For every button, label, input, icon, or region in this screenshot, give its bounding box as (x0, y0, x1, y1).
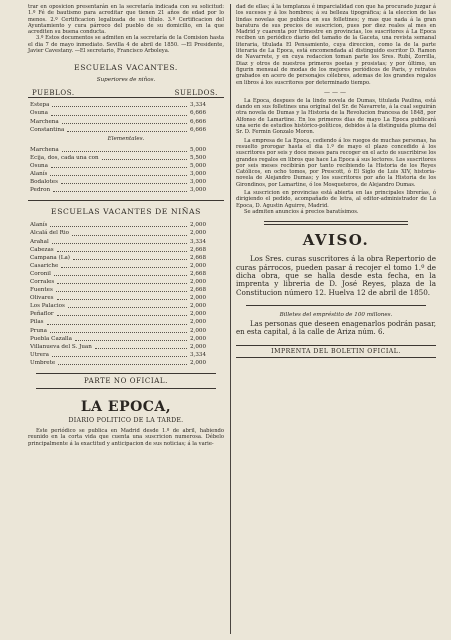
town-name: Pedron (30, 187, 51, 194)
town-name: Marchena (30, 146, 59, 153)
town-name: Alanís (30, 171, 48, 178)
elementales-subheading: Elementales. (107, 135, 145, 142)
leader-dots (102, 154, 187, 160)
leader-dots (57, 246, 187, 252)
town-name: Cabezas (30, 246, 54, 253)
table-row (28, 286, 224, 294)
aviso-text: Los Sres. curas suscritores á la obra Repertorio de curas párrocos, pueden pasar á recojer el tomo 1.º de dicha obra, que se halla desde esta fecha, en la imprenta y libreria de D. José Reyes, plaza de la Constitucion número 12. Huelva 12 de abril de 1850. (236, 254, 436, 297)
right-column (236, 4, 436, 358)
leader-dots (57, 310, 187, 316)
salary-value: 2,000 (189, 295, 206, 302)
town-name: Osuna (30, 110, 48, 117)
table-row (28, 146, 224, 154)
leader-dots (62, 146, 187, 152)
table-row (28, 118, 224, 126)
billetes-heading: Billetes del empréstito de 100 millones. (279, 312, 393, 319)
town-name: Fuentes (30, 287, 53, 294)
leader-dots (47, 318, 187, 324)
salary-value: 3,000 (189, 187, 206, 194)
right-paragraph-1: dad de ellas; á la templanza é imparcialidad con que ha procurado juzgar á los sucesos y á los hombres; á su belleza tipográfica; á la eleccion de las lindas novelas que publica en sus folletines; y mas que nada á la gran baratura de sus precios de suscricion, pues por diez reales al mes en Madrid y cuarenta por trimestre en provincias, los suscritores á La Epoca reciben un periódico diario del tamaño de la Gaceta, una revista semanal literaria, titulada El Pensamiento, cuya direccion, como la de la parte literaria de La Epoca, está encomendada al distinguido escritor D. Ramon de Navarrete, y en cuya redaccion toman parte los Sres. Rubí, Zorrilla, Diaz y otros de nuestros primeros poetas y prosistas; y por último, un figurin mensual de modas de los mejores periódicos de Paris, y retratos grabados en acero de personajes célebres, ademas de los grandes regalos en libros á los suscritores por determinado tiempo. (236, 4, 436, 86)
table-row (28, 254, 224, 262)
salary-value: 6,666 (189, 118, 206, 125)
salary-value: 2,000 (189, 335, 206, 342)
salary-value: 2,000 (189, 222, 206, 229)
salary-value: 3,334 (189, 351, 206, 358)
table-row (28, 246, 224, 254)
la-epoca-title: LA EPOCA, (80, 399, 172, 415)
leader-dots (62, 118, 187, 124)
superiores-subheading: Superiores de niños. (96, 77, 156, 84)
town-name: Arahal (30, 238, 49, 245)
salary-value: 3,334 (189, 238, 206, 245)
leader-dots (57, 278, 187, 284)
table-row (28, 270, 224, 278)
table-row (28, 178, 224, 186)
right-paragraph-3: La empresa de La Epoca, cediendo á los ruegos de muchas personas, ha resuelto prorogar hasta el dia 1.º de mayo el plazo concedido á los suscritores por seis y doce meses para recoger en el acto de suscribirse los grandes regalos en libros que hace La Epoca á sus lectores. Los suscritores por seis meses recibirán por tanto recibiendo la Historia de los Reyes Católicos, en ocho tomos, por Prescott, ó El Siglo de Luis XIV, historia-novela de Alejandro Dumas; y los suscritores por año la Historia de los Girondinos, por Lamartine, ó los Mosqueteros, de Alejandro Dumas. (236, 137, 436, 188)
section-rule-2 (246, 305, 426, 306)
aviso-heading: AVISO. (302, 231, 370, 250)
town-name: Villanueva del S. Juan (30, 343, 92, 350)
salary-value: 2,000 (189, 311, 206, 318)
ninas-heading: ESCUELAS VACANTES DE NIÑAS (51, 207, 201, 217)
salary-value: 2,668 (189, 246, 206, 253)
table-row (28, 109, 224, 117)
salary-value: 2,668 (189, 254, 206, 261)
town-name: Corrales (30, 278, 55, 285)
epoca-paragraph: Este periódico se publica en Madrid desde 1.º de abril, habiendo reunido en la corta vida que cuenta una suscricion numerosa. Débelo principalmente á la exactitud y anticipacion de sus noticias; á la varie- (28, 428, 224, 447)
table-row (28, 162, 224, 170)
table-row (28, 101, 224, 109)
table-row (28, 310, 224, 318)
salary-value: 5,500 (189, 154, 206, 161)
salary-value: 2,668 (189, 270, 206, 277)
diario-subtitle: DIARIO POLITICO DE LA TARDE. (68, 417, 184, 424)
salary-value: 2,000 (189, 262, 206, 269)
leader-dots (52, 238, 187, 244)
salary-value: 2,000 (189, 319, 206, 326)
table-row (28, 154, 224, 162)
leader-dots (61, 262, 187, 268)
town-name: Constantina (30, 126, 65, 133)
town-name: Marchena (30, 118, 59, 125)
town-name: Coronil (30, 270, 51, 277)
pueblos-column-header: PUEBLOS. (32, 89, 75, 98)
leader-dots (57, 294, 187, 300)
left-column (28, 4, 224, 447)
right-paragraph-2: La Epoca, despues de la lindo novela de Dumas, titulada Paulina, está dando en sus folletines una original del Sr. de Navarrete, á la cual seguirán otra novela de Dumas y la Historia de la Revolucion francesa de 1848, por Alfonso de Lamartine. En los primeros dias de mayo La Epoca publicará una serie de estudios histórico-políticos, debidos á la distinguida pluma del Sr. D. Fermin Gonzalo Moron. (236, 97, 436, 136)
parte-no-oficial-heading: PARTE NO OFICIAL. (36, 373, 216, 389)
leader-dots (52, 351, 187, 357)
leader-dots (51, 162, 187, 168)
table-row (28, 238, 224, 246)
divider-ornament: ——— (324, 88, 348, 96)
table-row (28, 359, 224, 367)
leader-dots (72, 229, 187, 235)
town-name: Estepa (30, 102, 50, 109)
town-name: Puebla Cazalla (30, 335, 72, 342)
imprenta-footer: IMPRENTA DEL BOLETIN OFICIAL. (236, 345, 436, 358)
salary-value: 3,000 (189, 171, 206, 178)
town-name: Osuna (30, 162, 48, 169)
table-row (28, 343, 224, 351)
town-name: Campana (La) (30, 254, 70, 261)
leader-dots (68, 302, 187, 308)
town-name: Utrera (30, 351, 49, 358)
leader-dots (67, 126, 187, 132)
ninas-table (28, 221, 224, 367)
table-row (28, 335, 224, 343)
salary-value: 3,000 (189, 179, 206, 186)
town-name: Peñaflor (30, 311, 54, 318)
leader-dots (51, 109, 187, 115)
town-name: Pilas (30, 319, 44, 326)
column-divider (230, 4, 231, 634)
personas-text: Las personas que deseen enagenarlos podrán pasar, en esta capital, á la calle de Ariza núm. 6. (236, 320, 436, 337)
salary-value: 3,334 (189, 102, 206, 109)
double-rule (264, 221, 408, 225)
table-row (28, 126, 224, 134)
table-header (28, 87, 224, 98)
town-name: Casariche (30, 262, 59, 269)
town-name: Los Palacios (30, 303, 65, 310)
town-name: Alcalá del Rio (30, 230, 70, 237)
salary-value: 5,000 (189, 146, 206, 153)
salary-value: 2,000 (189, 359, 206, 366)
leader-dots (61, 178, 187, 184)
table-row (28, 302, 224, 310)
town-name: Pruna (30, 327, 47, 334)
leader-dots (58, 359, 187, 365)
town-name: Alanís (30, 222, 48, 229)
table-row (28, 221, 224, 229)
escuelas-vacantes-heading: ESCUELAS VACANTES. (74, 63, 178, 73)
leader-dots (54, 270, 187, 276)
leader-dots (53, 186, 187, 192)
superiores-table (28, 101, 224, 133)
salary-value: 6,666 (189, 110, 206, 117)
town-name: Umbrete (30, 359, 56, 366)
salary-value: 2,000 (189, 327, 206, 334)
leader-dots (95, 343, 187, 349)
left-top-paragraph: trar en oposicion presentarán en la secretaría indicada con su solicitud: 1.º Fé de bautismo para acreditar que tienen 21 años de edad por lo menos. 2.º Certificacion legalizada de su título. 3.º Certificacion del Ayuntamiento y cura párroco del pueblo de su domicilio, en la que acrediten su buena conducta. (28, 4, 224, 36)
leader-dots (50, 327, 187, 333)
salary-value: 2,000 (189, 303, 206, 310)
leader-dots (73, 254, 187, 260)
leader-dots (56, 286, 187, 292)
table-row (28, 170, 224, 178)
elementales-table (28, 146, 224, 195)
table-row (28, 318, 224, 326)
leader-dots (75, 335, 187, 341)
sueldos-column-header: SUELDOS. (174, 89, 218, 98)
table-row (28, 262, 224, 270)
salary-value: 2,668 (189, 287, 206, 294)
salary-value: 6,666 (189, 126, 206, 133)
table-row (28, 294, 224, 302)
town-name: Ecija, dos, cada una con (30, 154, 99, 161)
table-row (28, 229, 224, 237)
salary-value: 2,000 (189, 343, 206, 350)
town-name: Bodalotes (30, 179, 58, 186)
table-row (28, 278, 224, 286)
salary-value: 2,000 (189, 230, 206, 237)
salary-value: 2,000 (189, 278, 206, 285)
left-documents-paragraph: 3.º Estos documentos se admiten en la secretaría de la Comision hasta el dia 7 de mayo inmediato. Sevilla 4 de abril de 1850. —El Presidente, Javier Cavestany. —El secretario, Francisco Arboleya. (28, 35, 224, 55)
town-name: Olivares (30, 295, 54, 302)
salary-value: 5,000 (189, 162, 206, 169)
table-row (28, 351, 224, 359)
right-paragraph-5: Se admiten anuncios á precios baratísimos. (244, 208, 359, 215)
section-rule (28, 200, 224, 201)
table-row (28, 186, 224, 194)
table-row (28, 327, 224, 335)
leader-dots (50, 170, 187, 176)
right-paragraph-4: La suscricion en provincias está abierta en las principales librerías, ó dirigiendo el pedido, acompañado de letra, al editor-administrador de La Epoca, D. Agustin Aguirre, Madrid. (236, 190, 436, 209)
leader-dots (52, 101, 187, 107)
leader-dots (50, 221, 187, 227)
